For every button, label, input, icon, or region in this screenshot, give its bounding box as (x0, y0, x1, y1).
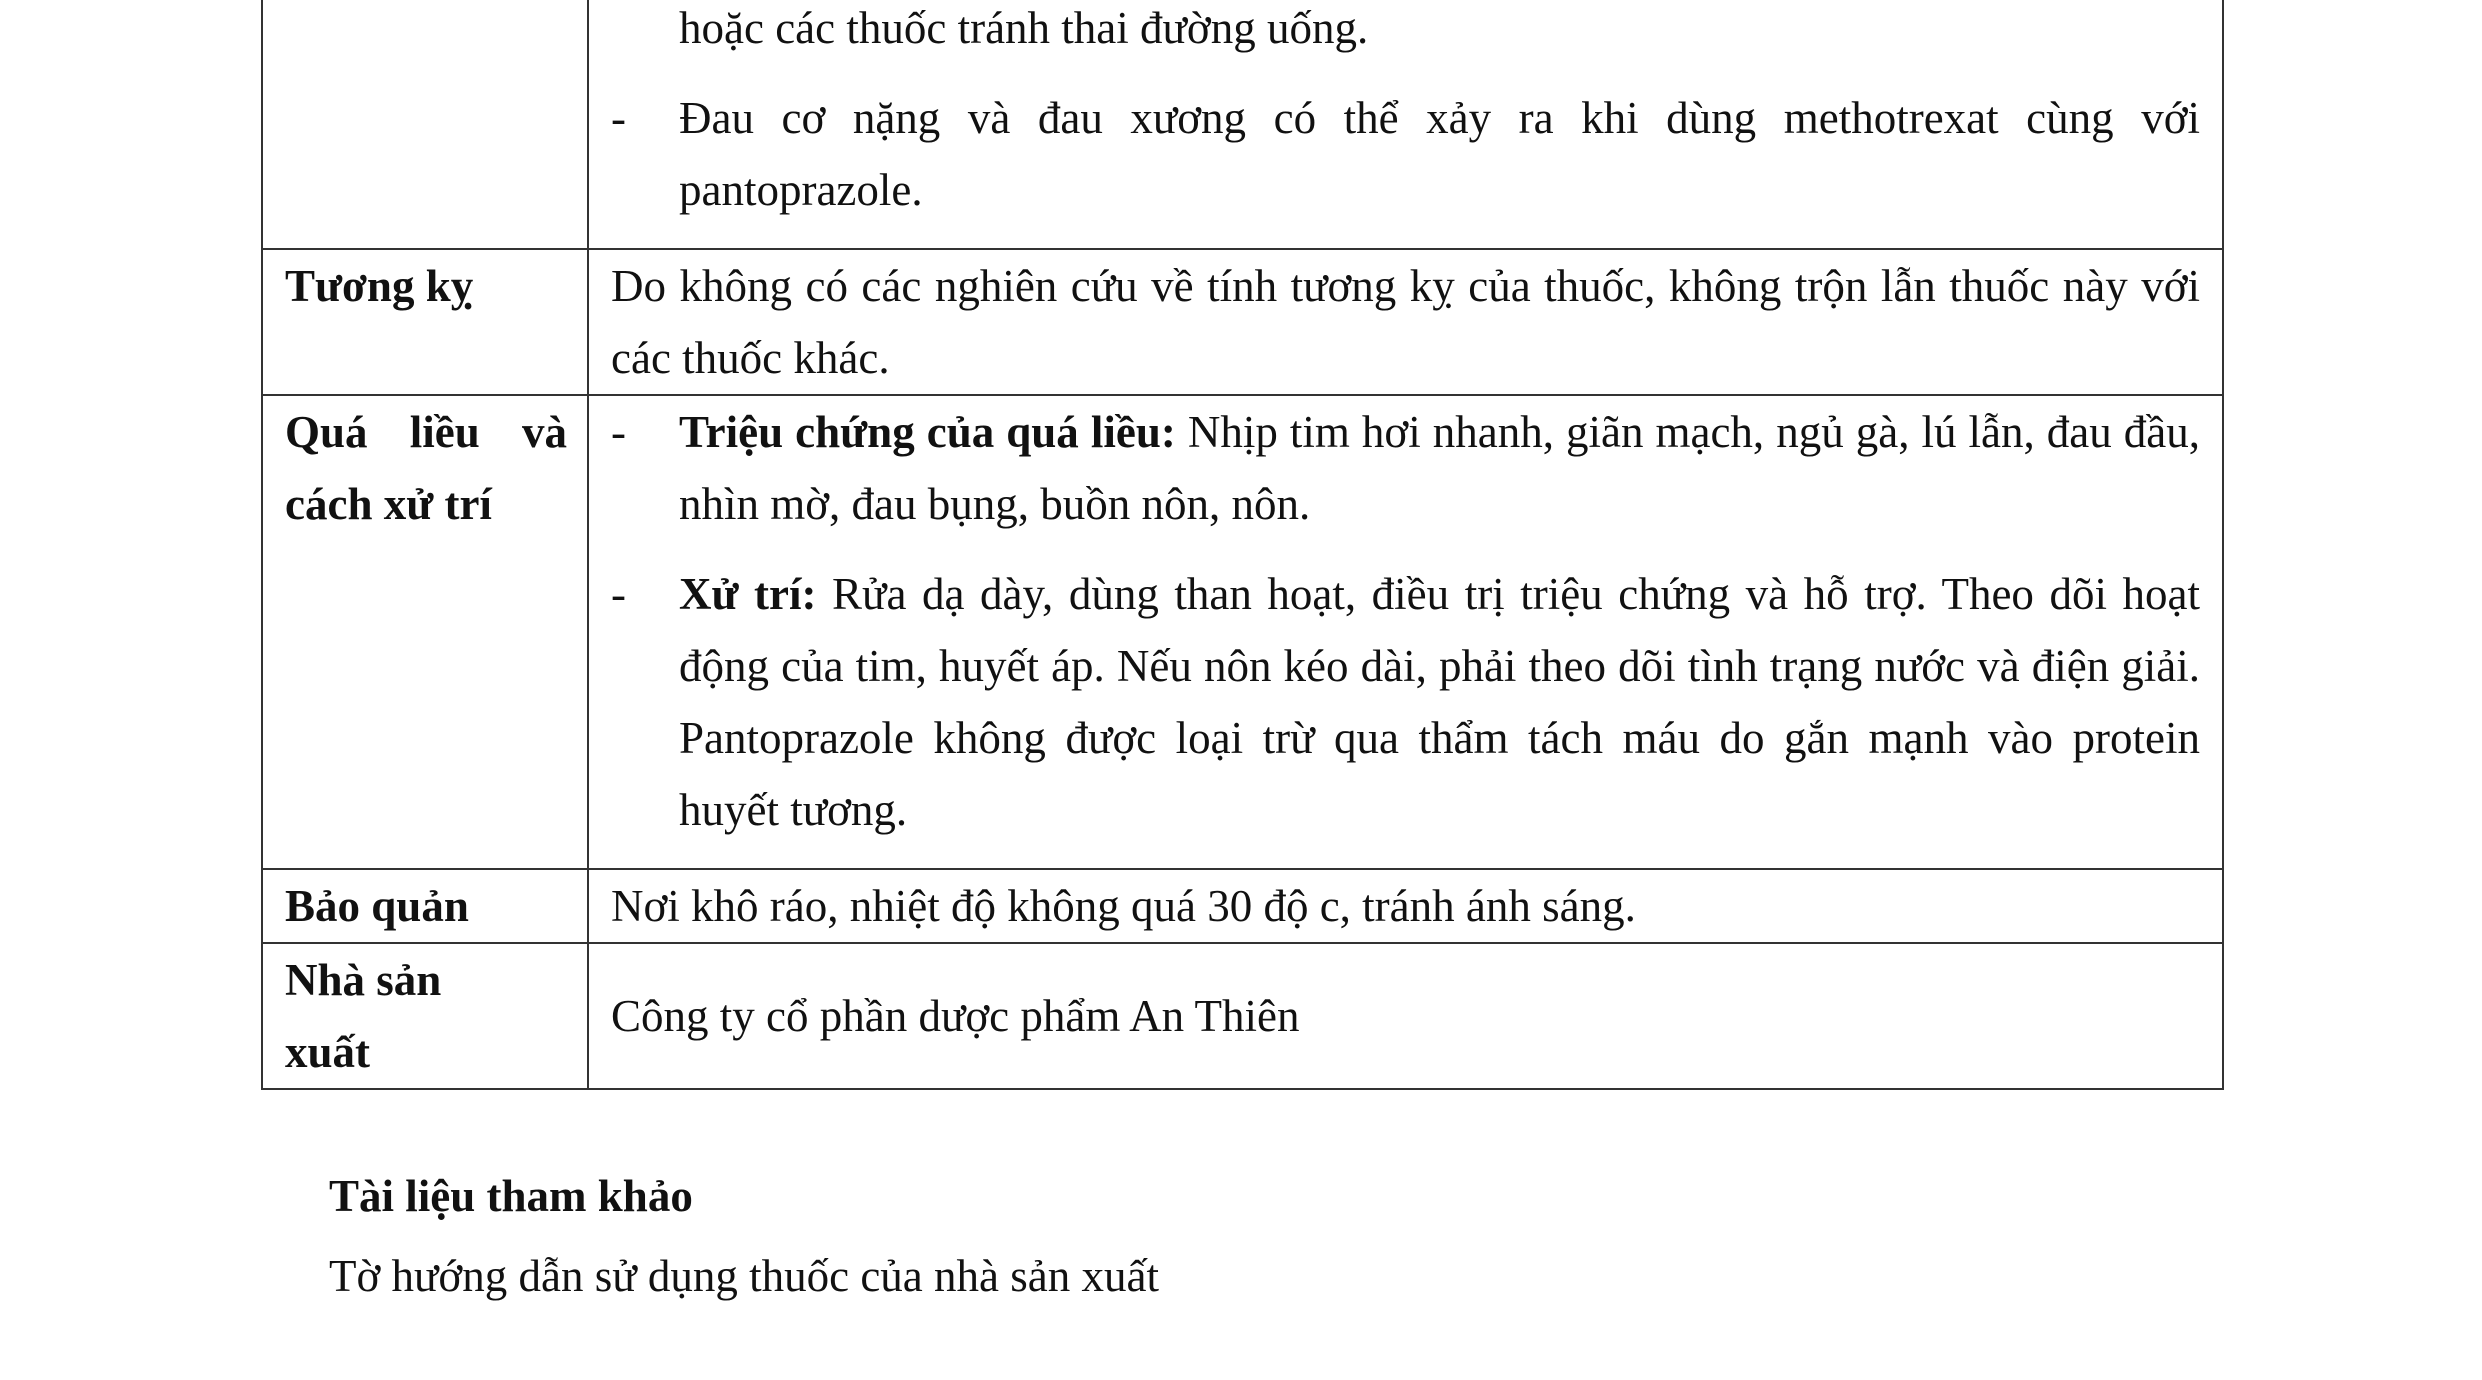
table-row-interactions (262, 0, 2223, 249)
references-title: Tài liệu tham khảo (329, 1171, 693, 1221)
overdose-symptoms-text: Nhịp tim hơi nhanh, giãn mạch, ngủ gà, lú lẫn, đau đầu, nhìn mờ, đau bụng, buồn nôn, nôn. (679, 407, 2200, 529)
table-row-incompatibility (262, 249, 2223, 395)
table-row-manufacturer (262, 943, 2223, 1089)
storage-label: Bảo quản (262, 869, 588, 943)
drug-info-table (261, 0, 2224, 1090)
overdose-treatment-bullet (611, 558, 2200, 846)
references-section (329, 1160, 2129, 1312)
overdose-symptoms-title: Triệu chứng của quá liều: (679, 407, 1176, 457)
table-row-storage (262, 869, 2223, 943)
manufacturer-label-line-1: Nhà sản (285, 955, 442, 1005)
interactions-content-cell (588, 0, 2223, 249)
overdose-treatment-title: Xử trí: (679, 569, 817, 619)
manufacturer-label-line-2: xuất (285, 1027, 371, 1077)
interactions-bullet-1-continuation: hoặc các thuốc tránh thai đường uống. (679, 3, 1369, 53)
overdose-label-line-1: Quá liều và (285, 407, 567, 457)
interactions-label-cell (262, 0, 588, 249)
overdose-label-cell (262, 395, 588, 869)
manufacturer-label-cell (262, 943, 588, 1089)
incompatibility-label: Tương kỵ (262, 249, 588, 395)
table-row-overdose (262, 395, 2223, 869)
overdose-content-cell (588, 395, 2223, 869)
interactions-bullet-2: - Đau cơ nặng và đau xương có thể xảy ra khi dùng methotrexat cùng với pantoprazole. (611, 82, 2200, 226)
manufacturer-text: Công ty cổ phần dược phẩm An Thiên (588, 943, 2223, 1089)
overdose-treatment-text: Rửa dạ dày, dùng than hoạt, điều trị triệu chứng và hỗ trợ. Theo dõi hoạt động của tim, huyết áp. Nếu nôn kéo dài, phải theo dõi tình trạng nước và điện giải. Pantoprazole không được loại trừ qua thẩm tách máu do gắn mạnh vào protein huyết tương. (679, 569, 2200, 835)
incompatibility-text: Do không có các nghiên cứu về tính tương kỵ của thuốc, không trộn lẫn thuốc này với các thuốc khác. (588, 249, 2223, 395)
overdose-label-line-2: cách xử trí (285, 479, 492, 529)
references-body: Tờ hướng dẫn sử dụng thuốc của nhà sản xuất (329, 1251, 1159, 1301)
overdose-symptoms-bullet (611, 396, 2200, 540)
storage-text: Nơi khô ráo, nhiệt độ không quá 30 độ c, tránh ánh sáng. (588, 869, 2223, 943)
